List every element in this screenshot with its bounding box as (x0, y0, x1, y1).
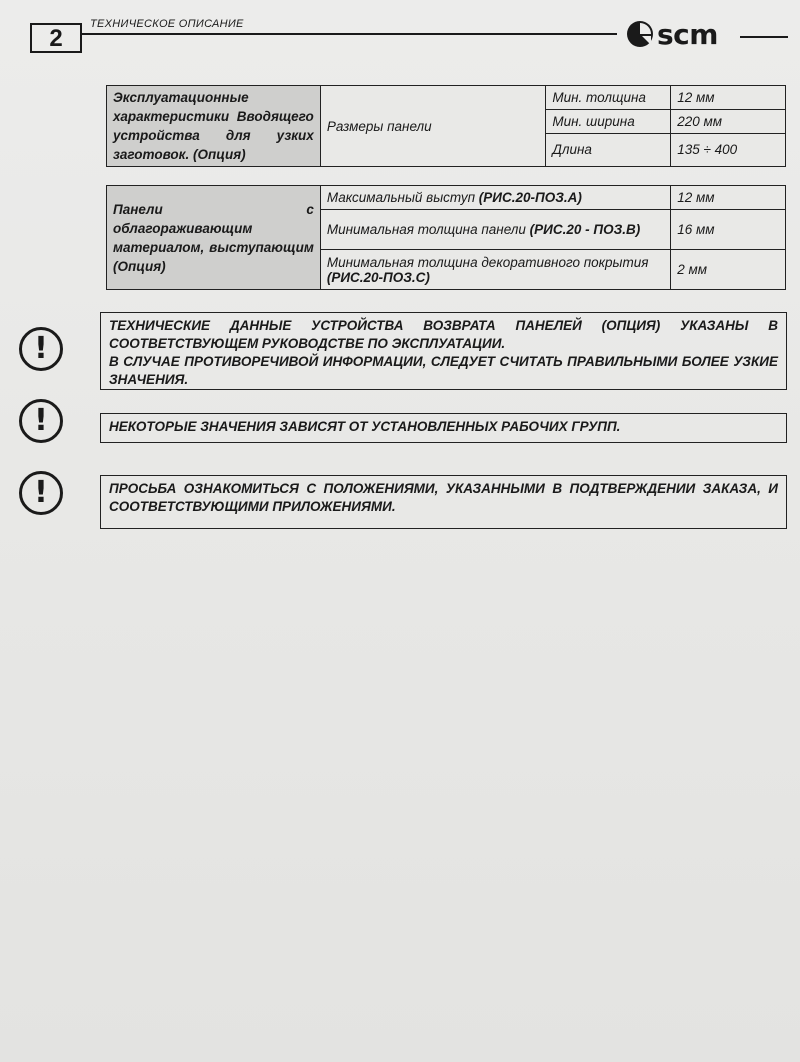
brand-name: scm (657, 17, 718, 51)
group-label: Панели с облагораживающим материалом, выступающим (Опция) (107, 186, 321, 290)
scm-logo-mark-icon (626, 20, 654, 48)
param-label: Размеры панели (320, 86, 546, 167)
row-value: 135 ÷ 400 (671, 133, 786, 166)
row-value: 220 мм (671, 109, 786, 133)
note-box (100, 312, 787, 390)
spec-table-edge-panels (106, 185, 786, 290)
row-name: Мин. ширина (546, 109, 671, 133)
note-text: В СЛУЧАЕ ПРОТИВОРЕЧИВОЙ ИНФОРМАЦИИ, СЛЕДУЕТ СЧИТАТЬ ПРАВИЛЬНЫМИ БОЛЕЕ УЗКИЕ ЗНАЧЕНИЯ. (109, 354, 778, 387)
note-box (100, 475, 787, 529)
exclamation-circle-icon: ! (19, 399, 63, 443)
group-label: Эксплуатационные характеристики Вводящего устройства для узких заготовок. (Опция) (107, 86, 321, 167)
spec-table-narrow-feeder (106, 85, 786, 167)
exclamation-circle-icon: ! (19, 327, 63, 371)
note-box (100, 413, 787, 443)
row-name: Минимальная толщина декоративного покрытия (РИС.20-ПОЗ.С) (320, 250, 670, 290)
brand-logo (626, 17, 718, 51)
exclamation-circle-icon: ! (19, 471, 63, 515)
row-value: 12 мм (671, 186, 786, 210)
row-value: 2 мм (671, 250, 786, 290)
page-number: 2 (30, 23, 82, 53)
header-rule (82, 33, 617, 35)
header-rule-right (740, 36, 788, 38)
row-name: Максимальный выступ (РИС.20-ПОЗ.А) (320, 186, 670, 210)
note-text: НЕКОТОРЫЕ ЗНАЧЕНИЯ ЗАВИСЯТ ОТ УСТАНОВЛЕННЫХ РАБОЧИХ ГРУПП. (109, 419, 621, 434)
row-name: Минимальная толщина панели (РИС.20 - ПОЗ.В) (320, 210, 670, 250)
row-value: 16 мм (671, 210, 786, 250)
section-title: ТЕХНИЧЕСКОЕ ОПИСАНИЕ (90, 18, 244, 30)
row-name: Длина (546, 133, 671, 166)
row-value: 12 мм (671, 86, 786, 110)
note-text: ПРОСЬБА ОЗНАКОМИТЬСЯ С ПОЛОЖЕНИЯМИ, УКАЗАННЫМИ В ПОДТВЕРЖДЕНИИ ЗАКАЗА, И СООТВЕТСТВУЮЩИМИ ПРИЛОЖЕНИЯМИ. (109, 481, 778, 514)
row-name: Мин. толщина (546, 86, 671, 110)
note-text: ТЕХНИЧЕСКИЕ ДАННЫЕ УСТРОЙСТВА ВОЗВРАТА ПАНЕЛЕЙ (ОПЦИЯ) УКАЗАНЫ В СООТВЕТСТВУЮЩЕМ РУКОВОДСТВЕ ПО ЭКСПЛУАТАЦИИ. (109, 318, 778, 351)
